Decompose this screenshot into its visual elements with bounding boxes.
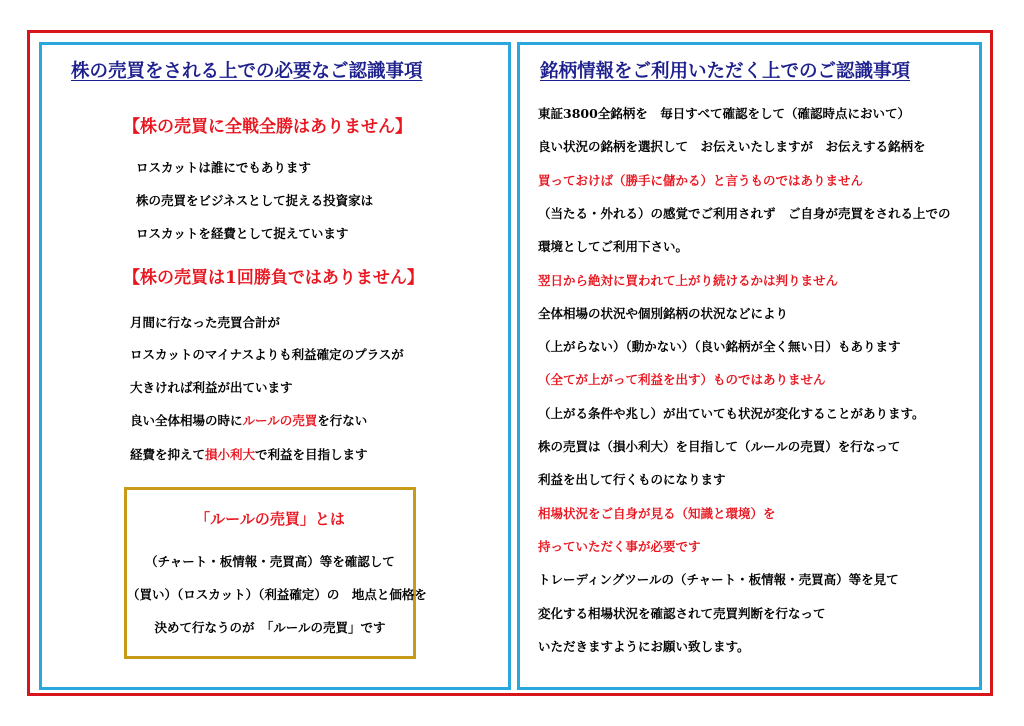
right-highlight-line: （全てが上がって利益を出す）ものではありません — [538, 372, 826, 388]
right-text-line: 環境としてご利用下さい。 — [538, 239, 689, 255]
text-segment: を行ない — [317, 413, 368, 428]
left-text-line: 株の売買をビジネスとして捉える投資家は — [136, 193, 374, 208]
text-segment: で利益を目指します — [255, 447, 368, 462]
rule-box-title: 「ルールの売買」とは — [195, 510, 345, 528]
heading-not-one-shot: 【株の売買は1回勝負ではありません】 — [123, 268, 424, 288]
right-highlight-line: 持っていただく事が必要です — [538, 538, 701, 554]
right-text-line: いただきますようにお願い致します。 — [538, 638, 750, 654]
right-text-line: トレーディングツールの（チャート・板情報・売買高）等を見て — [538, 572, 899, 588]
rule-box-line: 決めて行なうのが 「ルールの売買」です — [154, 620, 386, 635]
left-text-line: ロスカットのマイナスよりも利益確定のプラスが — [130, 347, 404, 362]
right-text-line: 変化する相場状況を確認されて売買判断を行なって — [538, 605, 826, 621]
left-text-line — [130, 447, 368, 463]
right-text-line: 株の売買は（損小利大）を目指して（ルールの売買）を行なって — [538, 439, 901, 454]
right-highlight-line: 買っておけば（勝手に儲かる）と言うものではありません — [538, 172, 864, 188]
left-text-line: 月間に行なった売買合計が — [130, 315, 281, 330]
right-text-line: 利益を出して行くものになります — [538, 472, 726, 488]
right-text-line: 全体相場の状況や個別銘柄の状況などにより — [538, 305, 789, 321]
rule-box-line: （チャート・板情報・売買高）等を確認して — [145, 554, 395, 569]
right-highlight-line: 相場状況をご自身が見る（知識と環境）を — [538, 505, 776, 521]
right-text-line: 東証3800全銘柄を 毎日すべて確認をして（確認時点において） — [538, 106, 911, 121]
right-title: 銘柄情報をご利用いただく上でのご認識事項 — [540, 61, 911, 82]
left-text-line: 大きければ利益が出ています — [130, 380, 293, 395]
text-segment: 経費を抑えて — [130, 447, 206, 462]
right-text-line: （当たる・外れる）の感覚でご利用されず ご自身が売買をされる上での — [538, 205, 951, 221]
left-text-line — [130, 413, 367, 429]
right-text-line: （上がらない）（動かない）（良い銘柄が全く無い日）もあります — [538, 339, 901, 355]
right-text-line: 良い状況の銘柄を選択して お伝えいたしますが お伝えする銘柄を — [538, 139, 926, 155]
right-text-line: （上がる条件や兆し）が出ていても状況が変化することがあります。 — [538, 405, 925, 421]
rule-box-line: （買い）（ロスカット）（利益確定）の 地点と価格を — [127, 587, 427, 602]
left-title: 株の売買をされる上での必要なご認識事項 — [71, 61, 423, 82]
right-highlight-line: 翌日から絶対に買われて上がり続けるかは判りません — [538, 272, 839, 288]
highlight-small-loss-big-profit: 損小利大 — [205, 447, 256, 462]
left-text-line: ロスカットは誰にでもあります — [136, 160, 311, 175]
rule-trading-box — [124, 487, 427, 659]
text-segment: 良い全体相場の時に — [130, 413, 243, 428]
left-text-line: ロスカットを経費として捉えています — [136, 226, 349, 241]
heading-no-all-wins: 【株の売買に全戦全勝はありません】 — [123, 117, 412, 137]
highlight-rule-trading: ルールの売買 — [242, 413, 318, 428]
